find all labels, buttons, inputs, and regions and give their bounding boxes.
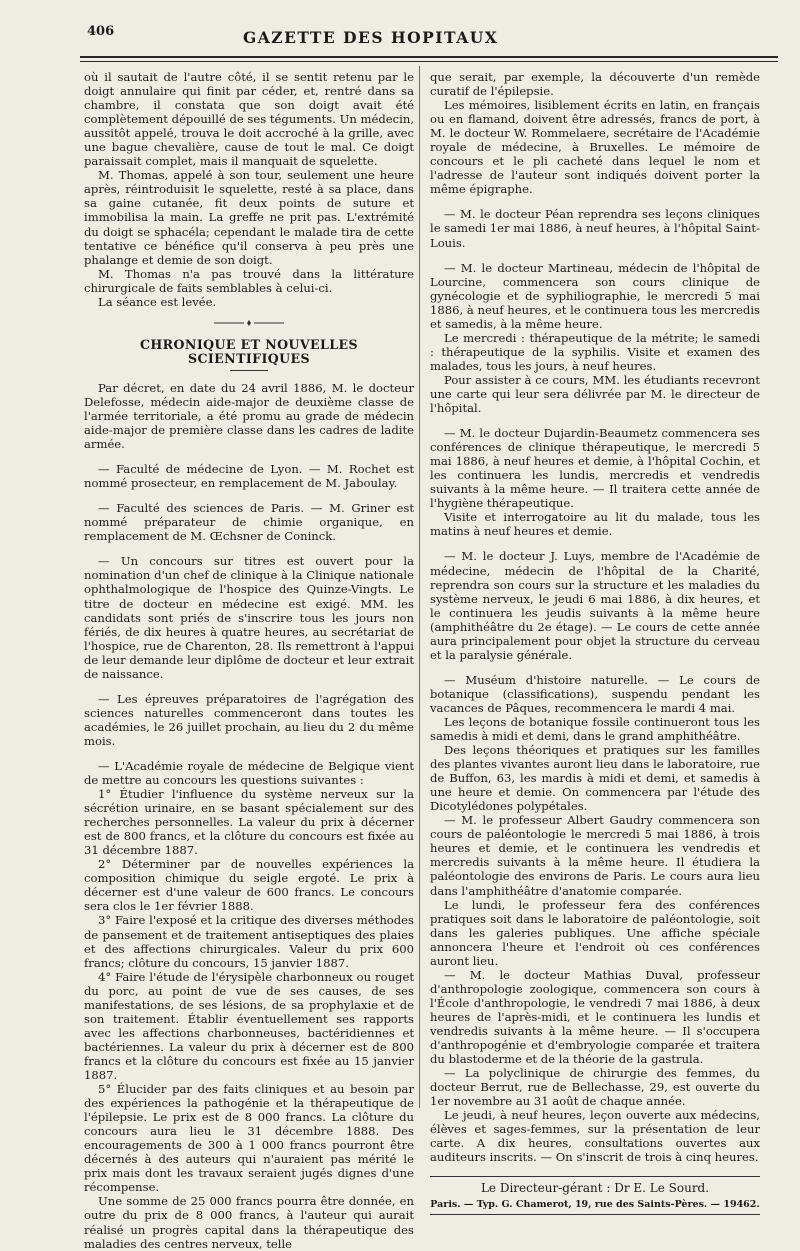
paragraph: — M. le docteur Mathias Duval, professeur d'anthropologie zoologique, commencera son cours à l'École d'anthropologie, le vendredi 7 mai 1886, à deux heures de l'après-midi, et le continuera les lundis et vendredis suivants à la même heure. — Il s'occupera d'anthropogénie et d'embryologie comparée et traitera du blastoderme et de la théorie de la gastrula. [430, 967, 760, 1067]
journal-title: GAZETTE DES HOPITAUX [243, 28, 499, 47]
paragraph: Le jeudi, à neuf heures, leçon ouverte aux médecins, élèves et sages-femmes, sur la présentation de leur carte. A dix heures, consultations ouvertes aux auditeurs inscrits. — On s'inscrit de trois à cinq heures. [430, 1108, 760, 1165]
column-divider [419, 66, 420, 1108]
paragraph: où il sautait de l'autre côté, il se sentit retenu par le doigt annulaire qui finit par céder, et, rentré dans sa chambre, il constata que son doigt avait été complètement dépouillé de ses téguments. Un médecin, aussitôt appelé, trouva le doit accroché à la grille, avec une bague chevalière, cause de tout le mal. Ce doigt paraissait complet, mais il manquait de squelette. [84, 70, 415, 169]
section-ornament [84, 319, 414, 330]
page-number: 406 [87, 24, 115, 39]
paragraph: Une somme de 25 000 francs pourra être donnée, en outre du prix de 8 000 francs, à l'auteur qui aurait réalisé un progrès capital dans la thérapeutique des maladies des centres nerveux, telle [84, 1194, 414, 1251]
paragraph: — La polyclinique de chirurgie des femmes, du docteur Berrut, rue de Bellechasse, 29, est ouverte du 1er novembre au 31 août de chaque année. [430, 1066, 760, 1109]
paragraph: M. Thomas n'a pas trouvé dans la littérature chirurgicale de faits semblables à celui-ci. [84, 266, 414, 295]
paragraph: 5° Élucider par des faits cliniques et au besoin par des expériences la pathogénie et la thérapeutique de l'épilepsie. Le prix est de 8 000 francs. La clôture du concours aura lieu le 31 décembre 1888. Des encouragements de 300 à 1 000 francs pourront être décernés à des auteurs qui n'auraient pas mérité le prix mais dont les travaux seraient jugés dignes d'une récompense. [84, 1082, 414, 1195]
paragraph: Pour assister à ce cours, MM. les étudiants recevront une carte qui leur sera délivrée par M. le directeur de l'hôpital. [430, 372, 760, 416]
paragraph: — M. le professeur Albert Gaudry commencera son cours de paléontologie le mercredi 5 mai 1886, à trois heures et demie, et le continuera les vendredis et mercredis suivants à la même heure. Il étudiera la paléontologie des environs de Paris. Le cours aura lieu dans l'amphithéâtre d'anatomie comparée. [430, 813, 760, 898]
paragraph: 1° Étudier l'influence du système nerveux sur la sécrétion urinaire, en se basant spécialement sur des recherches personnelles. La valeur du prix à décerner est de 800 francs, et la clôture du concours est fixée au 31 décembre 1887. [84, 787, 414, 858]
printer-imprint: Paris. — Typ. G. Chamerot, 19, rue des Saints-Pères. — 19462. [430, 1198, 760, 1210]
paragraph: 2° Déterminer par de nouvelles expériences la composition chimique du seigle ergoté. Le prix à décerner est d'une valeur de 600 francs. Le concours sera clos le 1er février 1888. [84, 857, 414, 914]
paragraph: — M. le docteur Dujardin-Beaumetz commencera ses conférences de clinique thérapeutique, le mercredi 5 mai 1886, à neuf heures et demie, à l'hôpital Cochin, et les continuera les lundis, mercredis et vendredis suivants à la même heure. — Il traitera cette année de l'hygiène thérapeutique. [430, 426, 760, 511]
paragraph: — Les épreuves préparatoires de l'agrégation des sciences naturelles commenceront dans toutes les académies, le 26 juillet prochain, au lieu du 2 du même mois. [84, 691, 414, 748]
paragraph: que serait, par exemple, la découverte d'un remède curatif de l'épilepsie. [430, 70, 760, 99]
paragraph: — Muséum d'histoire naturelle. — Le cours de botanique (classifications), suspendu pendant les vacances de Pâques, recommencera le mardi 4 mai. [430, 672, 760, 715]
right-column [430, 70, 760, 1215]
paragraph: — M. le docteur Péan reprendra ses leçons cliniques le samedi 1er mai 1886, à neuf heures, à l'hôpital Saint-Louis. [430, 207, 760, 250]
paragraph: — L'Académie royale de médecine de Belgique vient de mettre au concours les questions suivantes : [84, 758, 414, 788]
paragraph: Les leçons de botanique fossile continueront tous les samedis à midi et demi, dans le grand amphithéâtre. [430, 714, 760, 744]
paragraph: Le mercredi : thérapeutique de la métrite; le samedi : thérapeutique de la syphilis. Visite et examen des malades, tous les jours, à neuf heures. [430, 330, 760, 373]
paragraph: Les mémoires, lisiblement écrits en latin, en français ou en flamand, doivent être adressés, francs de port, à M. le docteur W. Rommelaere, secrétaire de l'Académie royale de médecine, à Bruxelles. Le mémoire de concours et le pli cacheté dans lequel le nom et l'adresse de l'auteur sont indiqués doivent porter la même épigraphe. [430, 98, 760, 197]
editor-signature: Le Directeur-gérant : Dr E. Le Sourd. [480, 1181, 710, 1196]
paragraph: Des leçons théoriques et pratiques sur les familles des plantes vivantes auront lieu dans le laboratoire, rue de Buffon, 63, les mardis à midi et demi, et samedis à une heure et demie. On commencera par l'étude des Dicotylédones polypétales. [430, 743, 760, 814]
paragraph: — M. le docteur Martineau, médecin de l'hôpital de Lourcine, commencera son cours clinique de gynécologie et de syphiliographie, le mercredi 5 mai 1886, à neuf heures, et le continuera tous les mercredis et samedis, à la même heure. [430, 260, 760, 331]
section-heading: CHRONIQUE ET NOUVELLES SCIENTIFIQUES [139, 336, 359, 366]
paragraph: — M. le docteur J. Luys, membre de l'Académie de médecine, médecin de l'hôpital de la Charité, reprendra son cours sur la structure et les maladies du système nerveux, le jeudi 6 mai 1886, à dix heures, et le continuera les jeudis suivants à la même heure (amphithéâtre du 2e étage). — Le cours de cette année aura principalement pour objet la structure du cerveau et la paralysie générale. [430, 549, 760, 662]
paragraph: Par décret, en date du 24 avril 1886, M. le docteur Delefosse, médecin aide-major de deuxième classe de l'armée territoriale, a été promu au grade de médecin aide-major de première classe dans les cadres de ladite armée. [84, 380, 414, 452]
paragraph: Le lundi, le professeur fera des conférences pratiques soit dans le laboratoire de paléontologie, soit dans les galeries publiques. Une affiche spéciale annoncera l'heure et l'endroit où ces conférences auront lieu. [430, 897, 760, 968]
ornament-rule-icon [214, 319, 284, 327]
header-rule-thin [80, 61, 778, 62]
paragraph: Visite et interrogatoire au lit du malade, tous les matins à neuf heures et demie. [430, 510, 760, 539]
imprint-rule [430, 1214, 760, 1215]
left-column [84, 70, 414, 1251]
paragraph: M. Thomas, appelé à son tour, seulement une heure après, réintroduisit le squelette, resté à sa place, dans sa gaine cutanée, fit deux points de suture et immobilisa la main. La greffe ne prit pas. L'extrémité du doigt se sphacéla; cependant le malade tira de cette tentative ce bénéfice qu'il conserva à peu près une phalange et demie de son doigt. [84, 168, 414, 267]
paragraph: — Un concours sur titres est ouvert pour la nomination d'un chef de clinique à la Clinique nationale ophthalmologique de l'hospice des Quinze-Vingts. Le titre de docteur en médecine est exigé. MM. les candidats sont priés de s'inscrire tous les jours non fériés, de dix heures à quatre heures, au secrétariat de l'hospice, rue de Charenton, 28. Ils remettront à l'appui de leur demande leur diplôme de docteur et leur extrait de naissance. [84, 554, 414, 681]
paragraph: — Faculté des sciences de Paris. — M. Griner est nommé préparateur de chimie organique, en remplacement de M. Œchsner de Coninck. [84, 501, 414, 544]
paragraph: — Faculté de médecine de Lyon. — M. Rochet est nommé prosecteur, en remplacement de M. Jaboulay. [84, 462, 414, 491]
footer-rule [430, 1176, 760, 1177]
paragraph: 3° Faire l'exposé et la critique des diverses méthodes de pansement et de traitement antiseptiques des plaies et des affections chirurgicales. Valeur du prix 600 francs; clôture du concours, 15 janvier 1887. [84, 913, 414, 970]
heading-rule [230, 370, 268, 371]
paragraph: 4° Faire l'étude de l'érysipèle charbonneux ou rouget du porc, au point de vue de ses causes, de ses manifestations, de ses lésions, de sa prophylaxie et de son traitement. Établir éventuellement ses rapports avec les affections charbonneuses, bactéridiennes et bactériennes. La valeur du prix à décerner est de 800 francs et la clôture du concours est fixée au 15 janvier 1887. [84, 969, 414, 1082]
paragraph: La séance est levée. [98, 294, 217, 309]
header-rule-thick [80, 56, 778, 58]
